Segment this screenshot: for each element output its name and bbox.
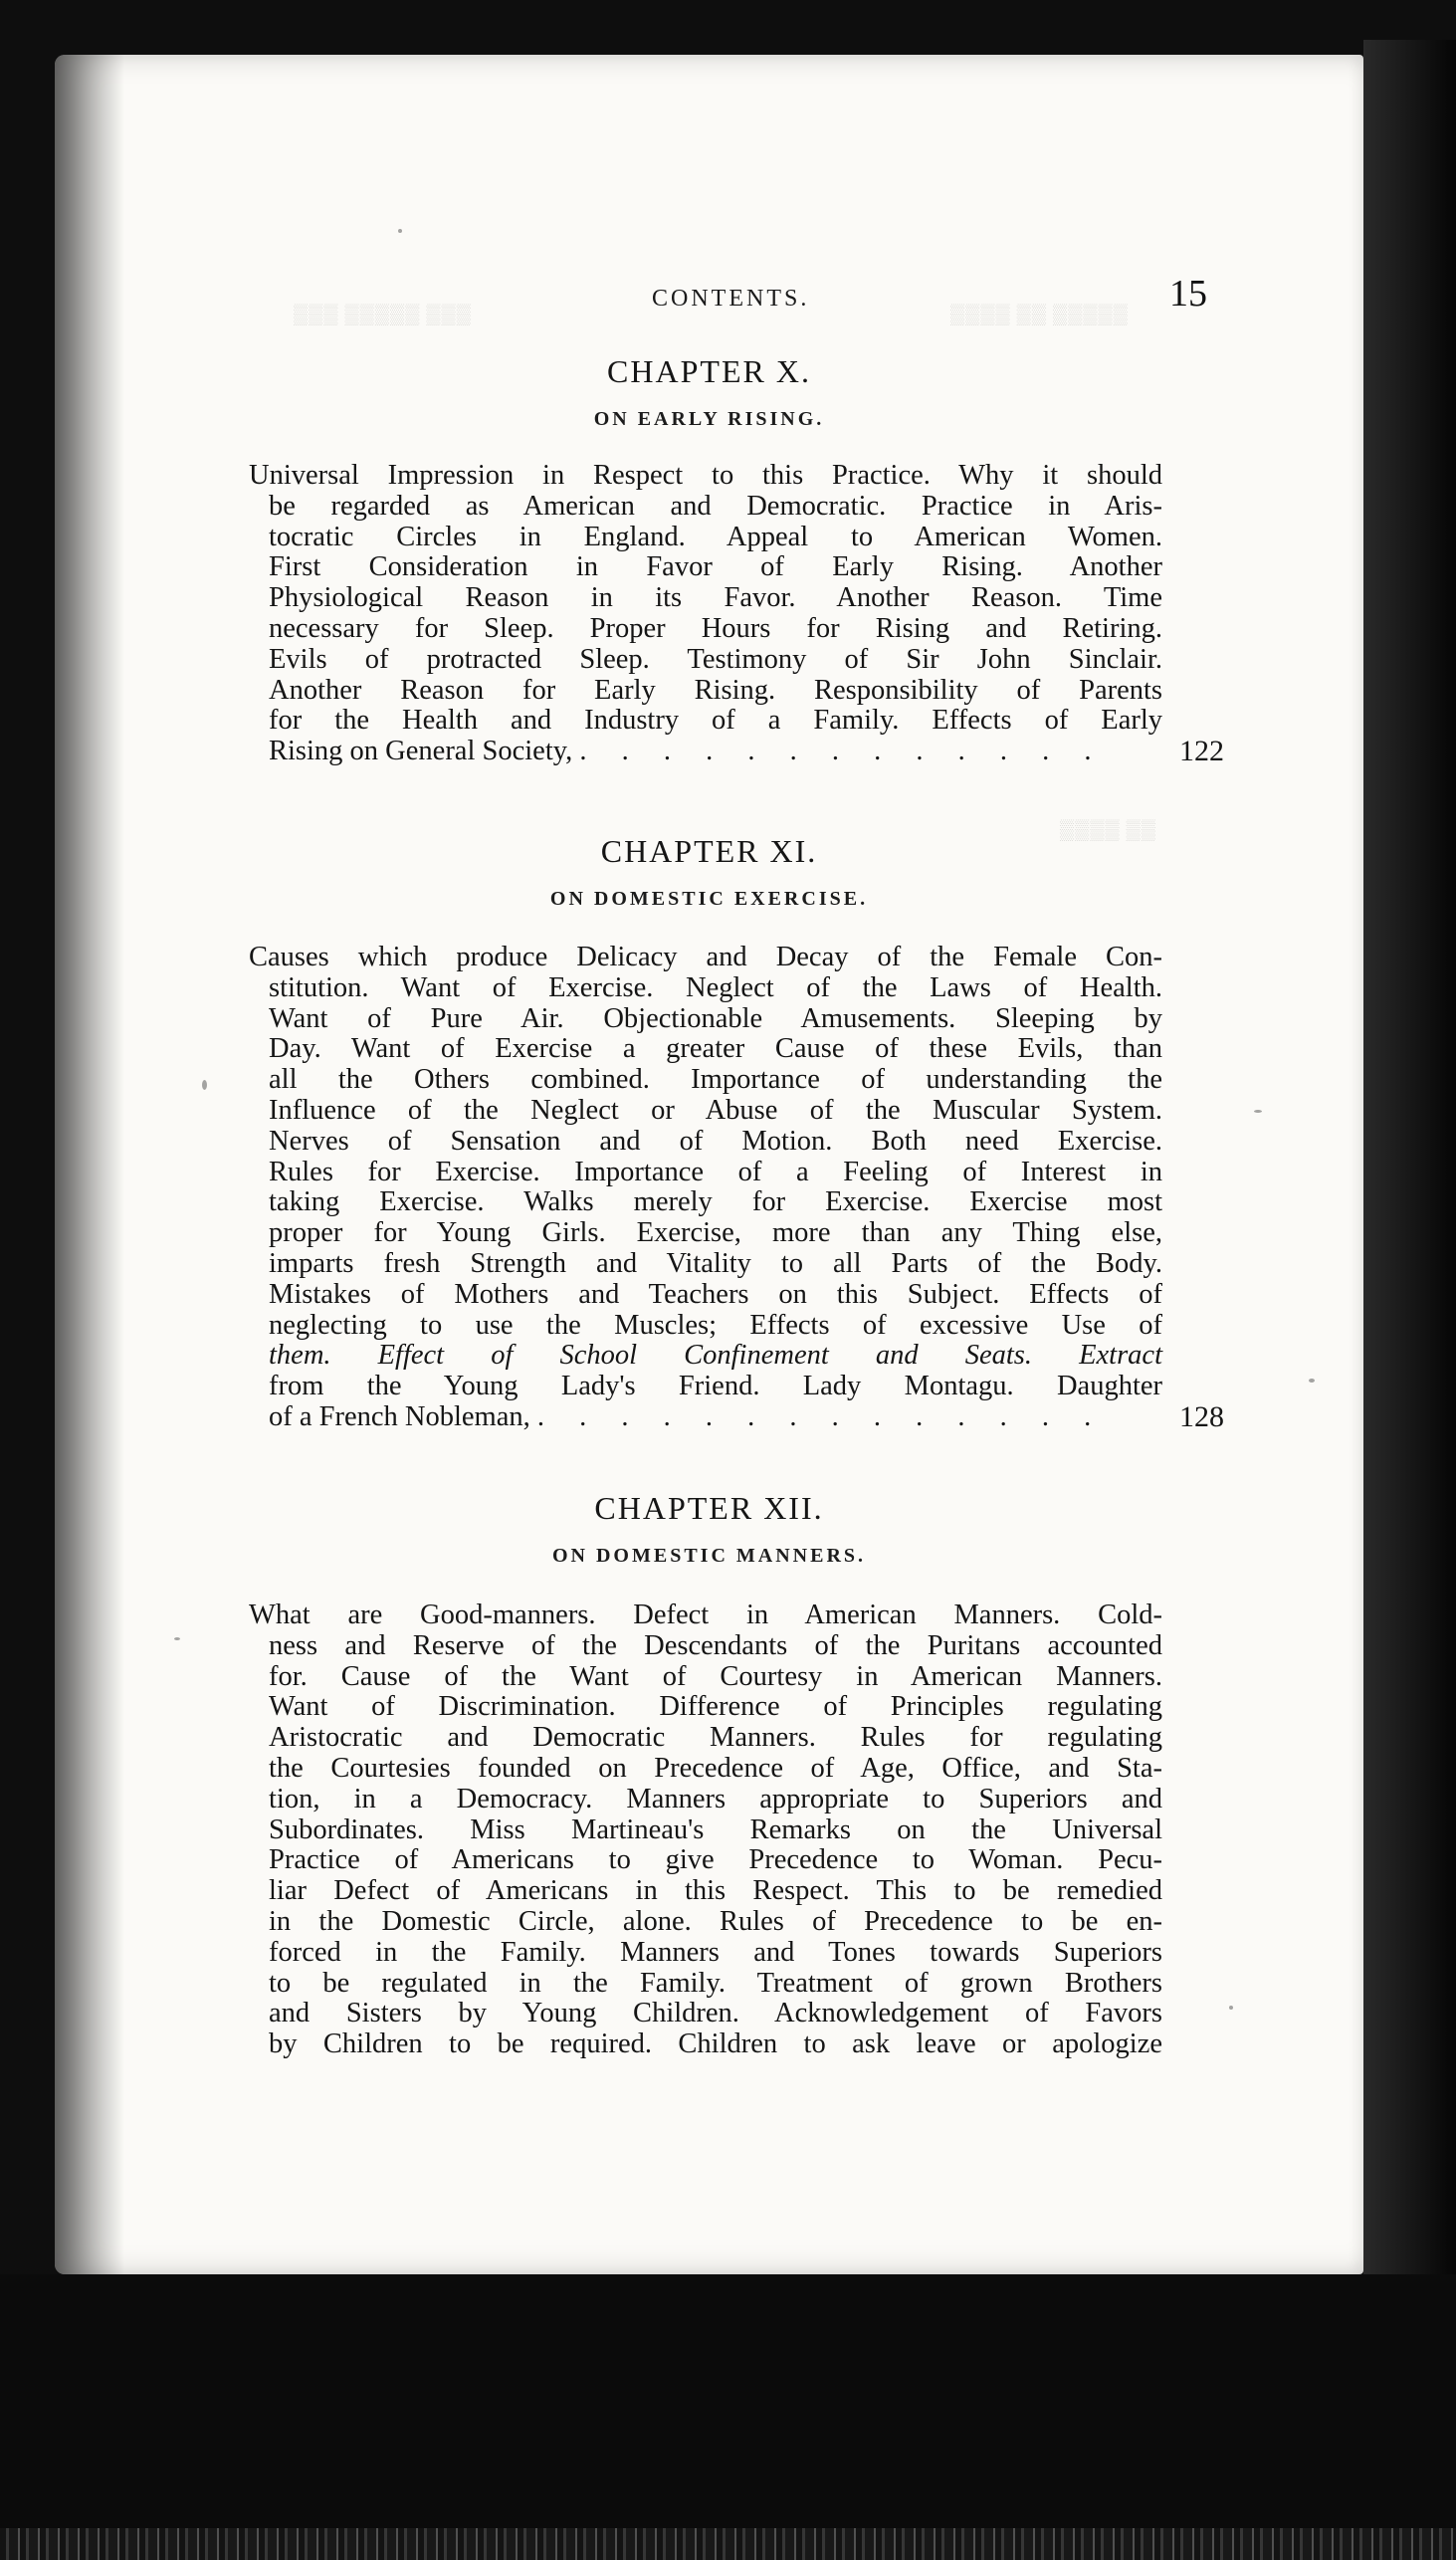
chapter-summary [249,942,1224,1433]
dot-leader: . . . . . . . . . . . . . . [536,1400,1106,1432]
chapter-subtitle: ON EARLY RISING. [593,408,825,430]
summary-line: the Courtesies founded on Precedence of Age, Office, and Sta- [269,1752,1162,1784]
paper-speck [1229,2006,1233,2010]
book-edge-shadow [1363,40,1456,2274]
chapter-summary [249,1600,1162,2060]
chapter-heading [55,1490,1363,1568]
chapter-summary [249,460,1224,768]
summary-line: necessary for Sleep. Proper Hours for Rising and Retiring. [269,612,1162,644]
scan-edge-noise [0,2528,1456,2560]
summary-line: ness and Reserve of the Descendants of the Puritans accounted [269,1629,1162,1661]
paper-speck [202,1080,207,1090]
chapter-subtitle: ON DOMESTIC MANNERS. [551,1545,867,1567]
chapter-title: CHAPTER X. [607,353,811,389]
summary-line: Aristocratic and Democratic Manners. Rules for regulating [269,1722,1162,1754]
summary-line: Universal Impression in Respect to this Practice. Why it should [249,460,1162,491]
chapter-title: CHAPTER XI. [600,833,818,869]
summary-line: forced in the Family. Manners and Tones towards Superiors [269,1936,1162,1968]
summary-line: in the Domestic Circle, alone. Rules of Precedence to be en- [269,1905,1162,1937]
summary-line: proper for Young Girls. Exercise, more than any Thing else, [269,1217,1162,1249]
bleed-through-text: ▒▒▒▒ ▒▒ ▒▒▒▒▒ [950,304,1129,325]
bleed-through-text: ▒▒▒ ▒▒▒▒▒ ▒▒▒ [294,304,472,325]
summary-line: Rules for Exercise. Importance of a Feeling of Interest in [269,1156,1162,1187]
summary-line: and Sisters by Young Children. Acknowledgement of Favors [269,1998,1162,2029]
scan-background [0,2274,1456,2560]
summary-line: Want of Discrimination. Difference of Principles regulating [269,1691,1162,1723]
paper-speck [1309,1379,1315,1383]
summary-line: Want of Pure Air. Objectionable Amusements. Sleeping by [269,1002,1162,1034]
summary-line: Nerves of Sensation and of Motion. Both need Exercise. [269,1125,1162,1157]
summary-line: tocratic Circles in England. Appeal to American Women. [269,521,1162,552]
chapter-subtitle: ON DOMESTIC EXERCISE. [549,888,869,910]
summary-line: to be regulated in the Family. Treatment of grown Brothers [269,1967,1162,1999]
summary-line: Rising on General Society, [269,736,573,767]
dot-leader: . . . . . . . . . . . . . [579,736,1106,767]
bleed-through-text: ▒▒▒▒ ▒▒ [1060,819,1157,841]
summary-line: Influence of the Neglect or Abuse of the Muscular System. [269,1094,1162,1126]
summary-line: be regarded as American and Democratic. Practice in Aris- [269,490,1162,522]
paper-speck [1254,1110,1262,1113]
chapter-page-ref: 122 [1179,735,1224,768]
paper-speck [398,229,402,233]
summary-line: neglecting to use the Muscles; Effects of excessive Use of [269,1309,1162,1341]
summary-line: Day. Want of Exercise a greater Cause of these Evils, than [269,1033,1162,1065]
summary-line: Physiological Reason in its Favor. Another Reason. Time [269,582,1162,614]
summary-line: stitution. Want of Exercise. Neglect of the Laws of Health. [269,971,1162,1003]
page-number: 15 [1169,273,1207,315]
summary-line: Causes which produce Delicacy and Decay of the Female Con- [249,942,1162,972]
summary-line: What are Good-manners. Defect in American Manners. Cold- [249,1600,1162,1630]
summary-line: for the Health and Industry of a Family. Effects of Early [269,705,1162,737]
paper-speck [174,1637,180,1640]
summary-line: Mistakes of Mothers and Teachers on this Subject. Effects of [269,1278,1162,1310]
running-head: CONTENTS. [652,286,810,312]
page-header [55,272,1363,321]
summary-line: for. Cause of the Want of Courtesy in American Manners. [269,1660,1162,1692]
summary-line: tion, in a Democracy. Manners appropriate to Superiors and [269,1783,1162,1814]
summary-line: taking Exercise. Walks merely for Exercise. Exercise most [269,1186,1162,1218]
summary-line: First Consideration in Favor of Early Rising. Another [269,551,1162,583]
summary-last-line [249,735,1224,768]
summary-line: imparts fresh Strength and Vitality to all Parts of the Body. [269,1247,1162,1279]
summary-last-line [249,1399,1224,1433]
chapter-heading [55,833,1363,911]
summary-line: all the Others combined. Importance of understanding the [269,1064,1162,1096]
summary-line: Another Reason for Early Rising. Responsibility of Parents [269,674,1162,706]
chapter-heading [55,353,1363,431]
chapter-page-ref: 128 [1179,1399,1224,1433]
summary-line: them. Effect of School Confinement and Seats. Extract [269,1340,1162,1372]
chapter-title: CHAPTER XII. [594,1490,824,1526]
summary-line: by Children to be required. Children to ask leave or apologize [269,2028,1162,2060]
summary-line: Practice of Americans to give Precedence to Woman. Pecu- [269,1844,1162,1876]
summary-line: liar Defect of Americans in this Respect. This to be remedied [269,1875,1162,1907]
summary-line: from the Young Lady's Friend. Lady Montagu. Daughter [269,1371,1162,1402]
summary-line: Subordinates. Miss Martineau's Remarks on the Universal [269,1813,1162,1845]
summary-line: Evils of protracted Sleep. Testimony of Sir John Sinclair. [269,643,1162,675]
book-page [55,55,1363,2274]
summary-line: of a French Nobleman, [269,1400,530,1432]
